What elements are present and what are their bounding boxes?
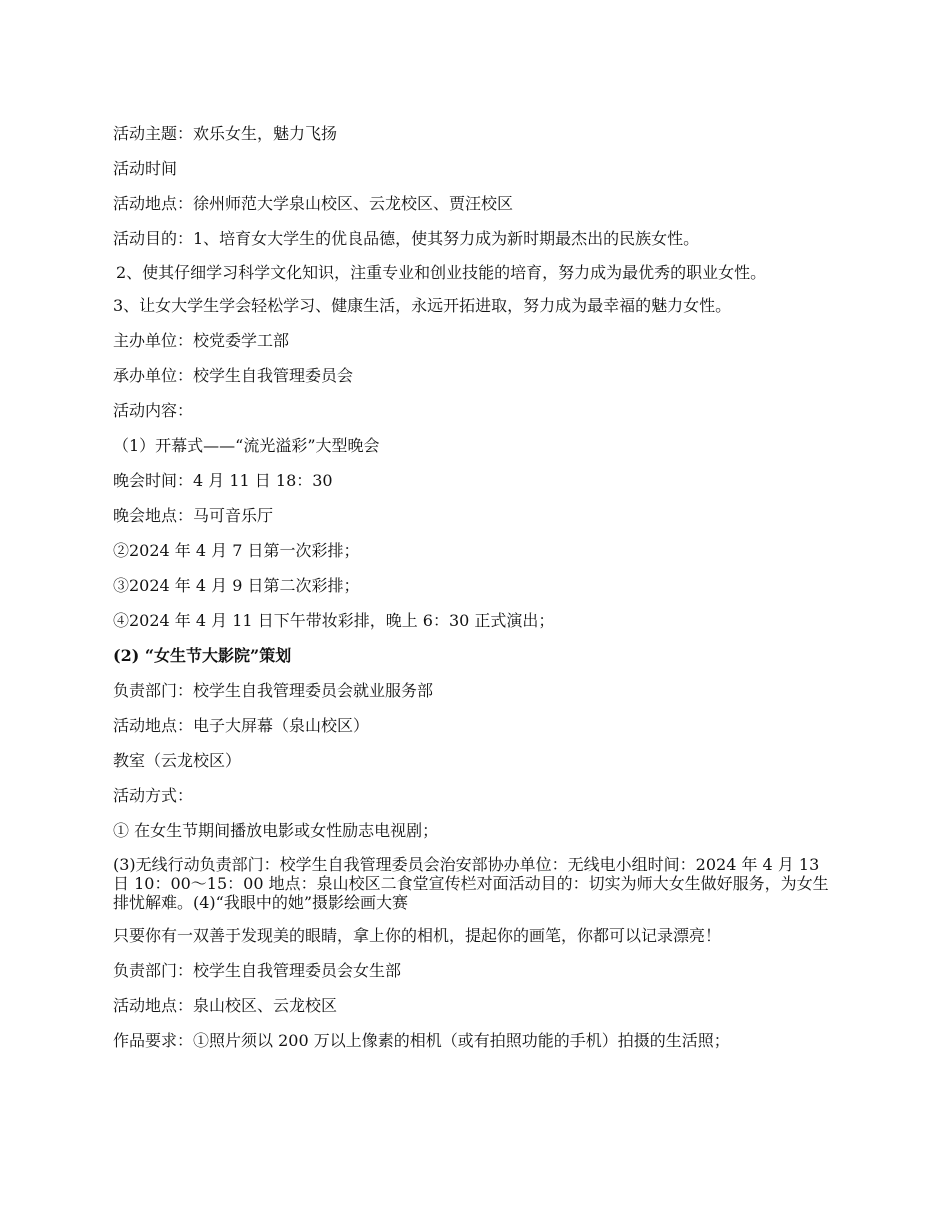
activity-method-item: ① 在女生节期间播放电影或女性励志电视剧；	[113, 821, 439, 840]
rehearsal-1: ②2024 年 4 月 7 日第一次彩排；	[113, 541, 360, 560]
activity-purpose-2: 2、使其仔细学习科学文化知识，注重专业和创业技能的培育，努力成为最优秀的职业女性。	[116, 263, 767, 282]
cinema-plan-heading: (2) “女生节大影院”策划	[113, 646, 292, 665]
cinema-classroom: 教室（云龙校区）	[113, 751, 242, 770]
cinema-department: 负责部门：校学生自我管理委员会就业服务部	[113, 681, 434, 700]
activity-time: 活动时间	[113, 159, 178, 178]
activity-purpose-1: 活动目的：1、培育女大学生的优良品德，使其努力成为新时期最杰出的民族女性。	[113, 229, 700, 248]
gala-time: 晚会时间：4 月 11 日 18：30	[113, 471, 333, 490]
activity-location: 活动地点：徐州师范大学泉山校区、云龙校区、贾汪校区	[113, 194, 514, 213]
photo-contest-location: 活动地点：泉山校区、云龙校区	[113, 996, 338, 1015]
photo-contest-department: 负责部门：校学生自我管理委员会女生部	[113, 961, 402, 980]
gala-location: 晚会地点：马可音乐厅	[113, 506, 274, 525]
photo-contest-intro: 只要你有一双善于发现美的眼睛，拿上你的相机，提起你的画笔，你都可以记录漂亮！	[113, 926, 722, 945]
activity-content-heading: 活动内容：	[113, 401, 194, 420]
opening-ceremony-heading: （1）开幕式——“流光溢彩”大型晚会	[113, 436, 380, 455]
final-performance: ④2024 年 4 月 11 日下午带妆彩排，晚上 6：30 正式演出；	[113, 611, 555, 630]
activity-theme: 活动主题：欢乐女生，魅力飞扬	[113, 124, 338, 143]
activity-purpose-3: 3、让女大学生学会轻松学习、健康生活，永远开拓进取，努力成为最幸福的魅力女性。	[113, 296, 732, 315]
activity-method-heading: 活动方式：	[113, 786, 194, 805]
host-organizer: 主办单位：校党委学工部	[113, 331, 290, 350]
rehearsal-2: ③2024 年 4 月 9 日第二次彩排；	[113, 576, 360, 595]
work-requirements: 作品要求：①照片须以 200 万以上像素的相机（或有拍照功能的手机）拍摄的生活照；	[113, 1031, 730, 1050]
cinema-location: 活动地点：电子大屏幕（泉山校区）	[113, 716, 370, 735]
document-body	[113, 123, 838, 1065]
co-organizer: 承办单位：校学生自我管理委员会	[113, 366, 354, 385]
wireless-action-block: (3)无线行动负责部门：校学生自我管理委员会治安部协办单位：无线电小组时间：2024 年 4 月 13 日 10：00～15：00 地点：泉山校区二食堂宣传栏对面活动目的：切实为师大女生做好服务，为女生排忧解难。(4)“我眼中的她”摄影绘画大赛	[113, 855, 829, 912]
